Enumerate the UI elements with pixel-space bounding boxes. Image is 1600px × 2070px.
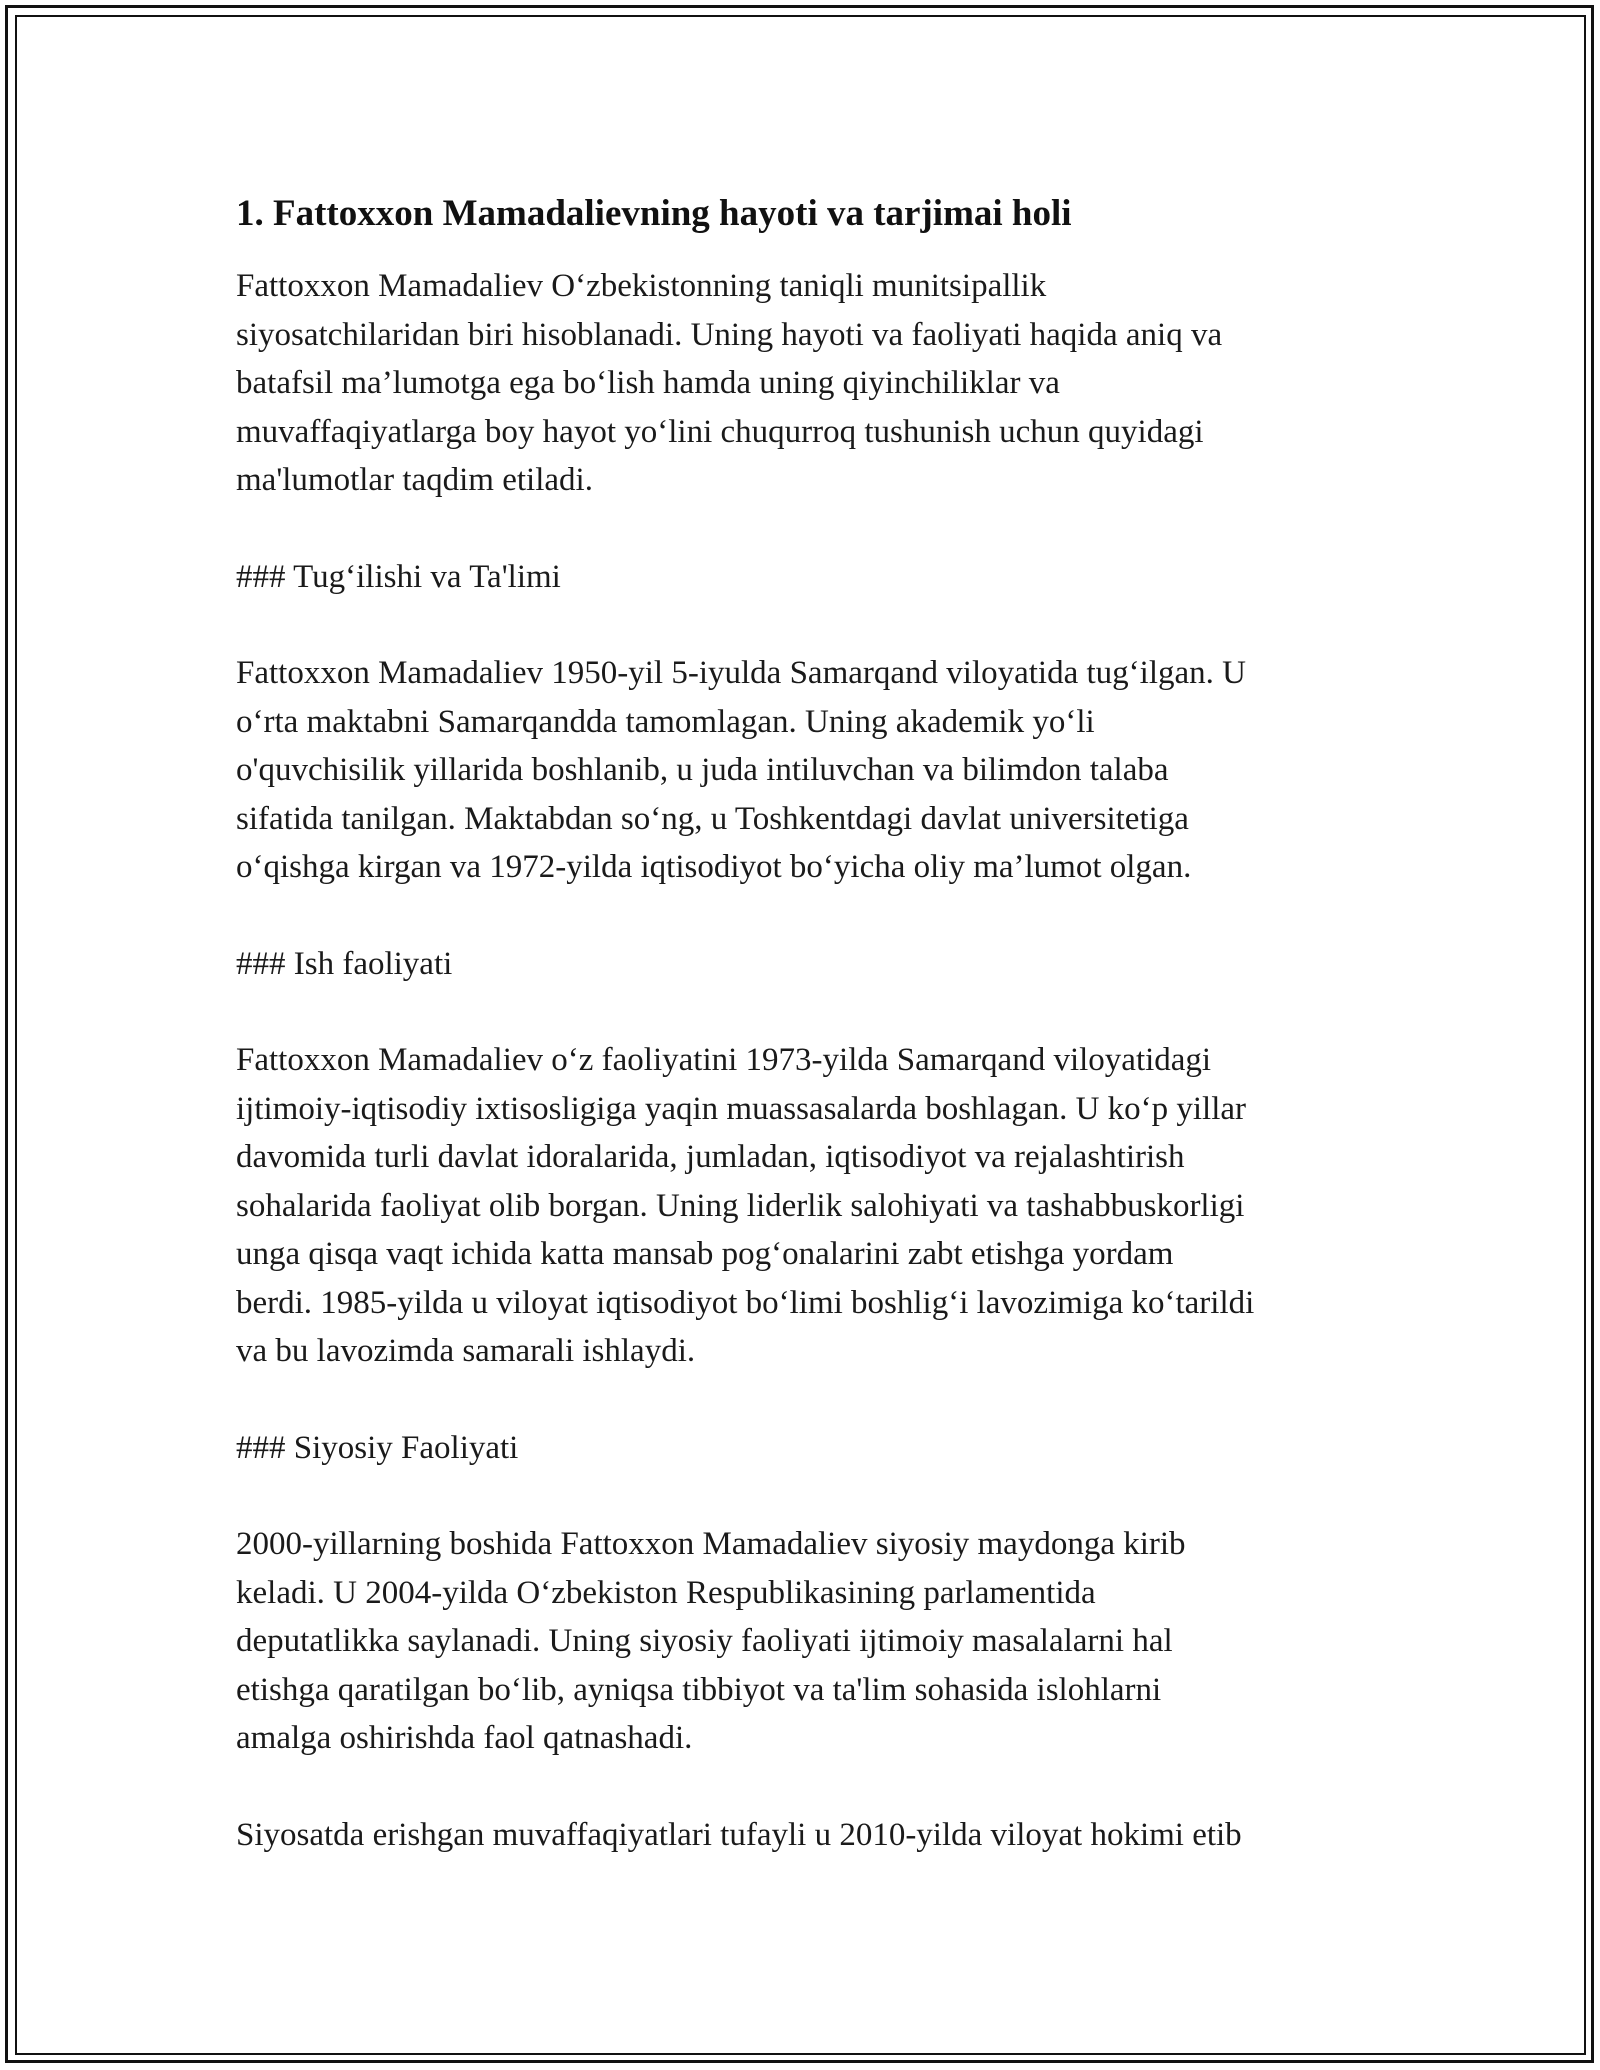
text-line: o‘qishga kirgan va 1972-yilda iqtisodiyot bo‘yicha oliy ma’lumot olgan. <box>236 849 1192 885</box>
birth-education-paragraph <box>236 649 1376 892</box>
text-line: sifatida tanilgan. Maktabdan so‘ng, u Toshkentdagi davlat universitetiga <box>236 800 1189 837</box>
text-line: va bu lavozimda samarali ishlaydi. <box>236 1333 696 1369</box>
text-line: berdi. 1985-yilda u viloyat iqtisodiyot bo‘limi boshlig‘i lavozimiga ko‘tarildi <box>236 1284 1255 1321</box>
text-line: 2000-yillarning boshida Fattoxxon Mamadaliev siyosiy maydonga kirib <box>236 1526 1186 1562</box>
politics-paragraph <box>236 1520 1376 1763</box>
text-line: o'quvchisilik yillarida boshlanib, u juda intiluvchan va bilimdon talaba <box>236 752 1169 788</box>
text-line: o‘rta maktabni Samarqandda tamomlagan. Uning akademik yo‘li <box>236 703 1095 740</box>
text-line: davomida turli davlat idoralarida, jumladan, iqtisodiyot va rejalashtirish <box>236 1139 1185 1175</box>
text-line: batafsil ma’lumotga ega bo‘lish hamda uning qiyinchiliklar va <box>236 365 1060 401</box>
text-line: sohalarida faoliyat olib borgan. Uning liderlik salohiyati va tashabbuskorligi <box>236 1187 1245 1224</box>
section-heading-politics: ### Siyosiy Faoliyati <box>236 1429 519 1466</box>
text-line: etishga qaratilgan bo‘lib, ayniqsa tibbiyot va ta'lim sohasida islohlarni <box>236 1671 1162 1708</box>
document-title: 1. Fattoxxon Mamadalievning hayoti va tarjimai holi <box>236 193 1072 234</box>
text-line: Fattoxxon Mamadaliev 1950-yil 5-iyulda Samarqand viloyatida tug‘ilgan. U <box>236 655 1246 691</box>
section-heading-birth-education: ### Tug‘ilishi va Ta'limi <box>236 558 561 595</box>
document-body <box>236 188 1376 1907</box>
intro-paragraph <box>236 262 1376 505</box>
text-line: deputatlikka saylanadi. Uning siyosiy faoliyati ijtimoiy masalalarni hal <box>236 1623 1173 1659</box>
text-line: muvaffaqiyatlarga boy hayot yo‘lini chuqurroq tushunish uchun quyidagi <box>236 413 1204 450</box>
text-line: Siyosatda erishgan muvaffaqiyatlari tufayli u 2010-yilda viloyat hokimi etib <box>236 1816 1242 1853</box>
text-line: Fattoxxon Mamadaliev O‘zbekistonning taniqli munitsipallik <box>236 268 1047 304</box>
politics-continuation-paragraph <box>236 1811 1376 1860</box>
work-paragraph <box>236 1036 1376 1376</box>
text-line: siyosatchilaridan biri hisoblanadi. Uning hayoti va faoliyati haqida aniq va <box>236 316 1223 353</box>
text-line: ma'lumotlar taqdim etiladi. <box>236 462 593 498</box>
text-line: Fattoxxon Mamadaliev o‘z faoliyatini 1973-yilda Samarqand viloyatidagi <box>236 1042 1212 1078</box>
text-line: keladi. U 2004-yilda O‘zbekiston Respublikasining parlamentida <box>236 1574 1096 1611</box>
section-heading-work: ### Ish faoliyati <box>236 945 453 982</box>
text-line: amalga oshirishda faol qatnashadi. <box>236 1720 693 1756</box>
text-line: ijtimoiy-iqtisodiy ixtisosligiga yaqin muassasalarda boshlagan. U ko‘p yillar <box>236 1090 1247 1127</box>
text-line: unga qisqa vaqt ichida katta mansab pog‘onalarini zabt etishga yordam <box>236 1236 1174 1272</box>
